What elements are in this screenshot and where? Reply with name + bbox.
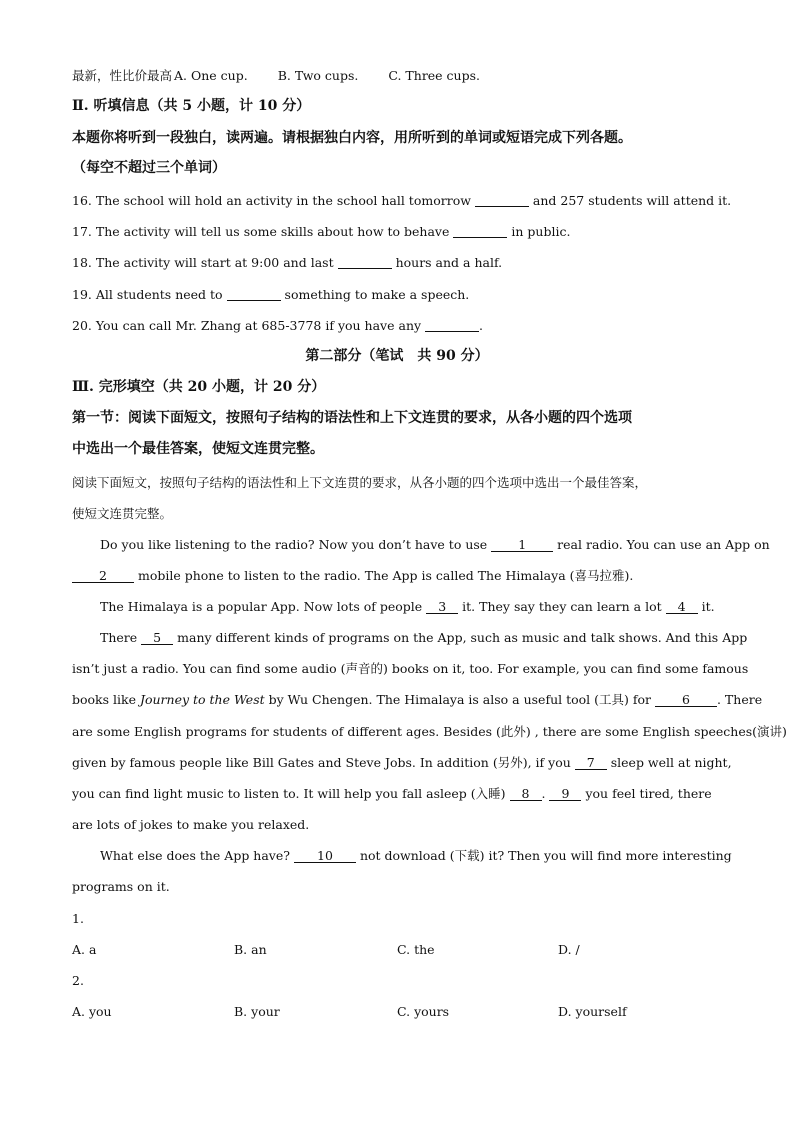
fill-item-18 [72, 255, 502, 271]
cloze-blank-8[interactable]: 8 [510, 787, 542, 801]
passage-text: There [100, 630, 138, 645]
passage-line [100, 599, 715, 615]
section-3-instruction: 阅读下面短文，按照句子结构的语法性和上下文连贯的要求，从各小题的四个选项中选出一个最佳答案， [72, 475, 648, 490]
passage-text: many different kinds of programs on the App, such as music and talk shows. And this App [177, 630, 748, 645]
cloze-blank-2[interactable]: 2 [72, 569, 134, 583]
section-2-title: Ⅱ. 听填信息（共 5 小题，计 10 分） [72, 98, 311, 114]
question-number-2: 2. [72, 973, 84, 988]
cloze-blank-4[interactable]: 4 [666, 600, 698, 614]
section-3-instruction-cont: 使短文连贯完整。 [72, 506, 173, 521]
answer-blank[interactable] [475, 194, 529, 207]
part-2-title: 第二部分（笔试 共 90 分） [305, 348, 489, 364]
q1-option-a[interactable]: A. a [72, 942, 97, 957]
fill-item-19 [72, 287, 469, 303]
passage-text: real radio. You can use an App on [557, 537, 770, 552]
cloze-blank-6[interactable]: 6 [655, 693, 717, 707]
section-2-instruction: 本题你将听到一段独白，读两遍。请根据独白内容，用所听到的单词或短语完成下列各题。 [72, 130, 632, 146]
passage-text: it. They say they can learn a lot [462, 599, 662, 614]
q1-option-c[interactable]: C. the [397, 942, 435, 957]
passage-line [72, 568, 633, 584]
passage-text: sleep well at night, [610, 755, 732, 770]
option-c: C. Three cups. [388, 68, 480, 83]
passage-text: you feel tired, there [585, 786, 712, 801]
cloze-blank-5[interactable]: 5 [141, 631, 173, 645]
q2-option-c[interactable]: C. yours [397, 1004, 450, 1019]
cloze-blank-7[interactable]: 7 [575, 756, 607, 770]
section-3-title: Ⅲ. 完形填空（共 20 小题，计 20 分） [72, 379, 326, 395]
passage-text: not download (下载) it? Then you will find more interesting [359, 848, 732, 863]
passage-text: it. [701, 599, 715, 614]
cloze-blank-9[interactable]: 9 [549, 787, 581, 801]
passage-text: by Wu Chengen. The Himalaya is also a useful tool (工具) for [268, 692, 651, 707]
q1-option-b[interactable]: B. an [234, 942, 267, 957]
answer-blank[interactable] [227, 288, 281, 301]
fill-item-20 [72, 318, 483, 334]
item-text: 17. The activity will tell us some skills about how to behave [72, 224, 450, 239]
fill-item-17 [72, 224, 570, 240]
passage-text: . [541, 786, 546, 801]
passage-line [100, 630, 747, 646]
passage-text: Do you like listening to the radio? Now you don’t have to use [100, 537, 488, 552]
item-text: in public. [511, 224, 571, 239]
section-3-part-1-heading: 第一节：阅读下面短文，按照句子结构的语法性和上下文连贯的要求，从各小题的四个选项 [72, 410, 632, 426]
passage-line: isn’t just a radio. You can find some audio (声音的) books on it, too. For example, you can find some famous [72, 661, 749, 676]
cloze-blank-10[interactable]: 10 [294, 849, 356, 863]
option-b: B. Two cups. [277, 68, 359, 83]
item-text: 16. The school will hold an activity in the school hall tomorrow [72, 193, 471, 208]
fill-item-16 [72, 193, 731, 209]
cloze-blank-1[interactable]: 1 [491, 538, 553, 552]
passage-line [72, 692, 762, 708]
answer-blank[interactable] [338, 256, 392, 269]
passage-text: The Himalaya is a popular App. Now lots of people [100, 599, 423, 614]
passage-text: . There [716, 692, 763, 707]
question-number-1: 1. [72, 911, 84, 926]
q2-option-a[interactable]: A. you [72, 1004, 112, 1019]
item-text: . [479, 318, 484, 333]
passage-text: books like [72, 692, 136, 707]
q2-option-d[interactable]: D. yourself [558, 1004, 627, 1019]
passage-line [72, 755, 732, 771]
passage-line: programs on it. [72, 879, 170, 894]
passage-line [100, 848, 732, 864]
passage-text: you can find light music to listen to. It will help you fall asleep (入睡) [72, 786, 506, 801]
passage-line [72, 786, 712, 802]
item-text: 19. All students need to [72, 287, 223, 302]
item-text: and 257 students will attend it. [532, 193, 732, 208]
passage-line [100, 537, 770, 553]
section-3-part-1-heading-cont: 中选出一个最佳答案，使短文连贯完整。 [72, 441, 324, 457]
previous-question-tail: 最新，性比价最高 [72, 68, 173, 83]
passage-text: What else does the App have? [100, 848, 290, 863]
passage-line: are some English programs for students of different ages. Besides (此外) , there are some English speeches(演讲) [72, 724, 787, 739]
q1-option-d[interactable]: D. / [558, 942, 580, 957]
passage-text: mobile phone to listen to the radio. The App is called The Himalaya (喜马拉雅). [137, 568, 634, 583]
q2-option-b[interactable]: B. your [234, 1004, 280, 1019]
previous-question-options [72, 68, 480, 84]
section-2-instruction-note: （每空不超过三个单词） [72, 160, 226, 176]
option-a: A. One cup. [174, 68, 248, 83]
cloze-blank-3[interactable]: 3 [426, 600, 458, 614]
passage-text: given by famous people like Bill Gates and Steve Jobs. In addition (另外), if you [72, 755, 571, 770]
item-text: 20. You can call Mr. Zhang at 685-3778 if you have any [72, 318, 422, 333]
passage-line: are lots of jokes to make you relaxed. [72, 817, 310, 832]
item-text: hours and a half. [395, 255, 503, 270]
item-text: 18. The activity will start at 9:00 and last [72, 255, 334, 270]
answer-blank[interactable] [453, 225, 507, 238]
item-text: something to make a speech. [284, 287, 470, 302]
book-title: Journey to the West [139, 692, 265, 707]
answer-blank[interactable] [425, 319, 479, 332]
